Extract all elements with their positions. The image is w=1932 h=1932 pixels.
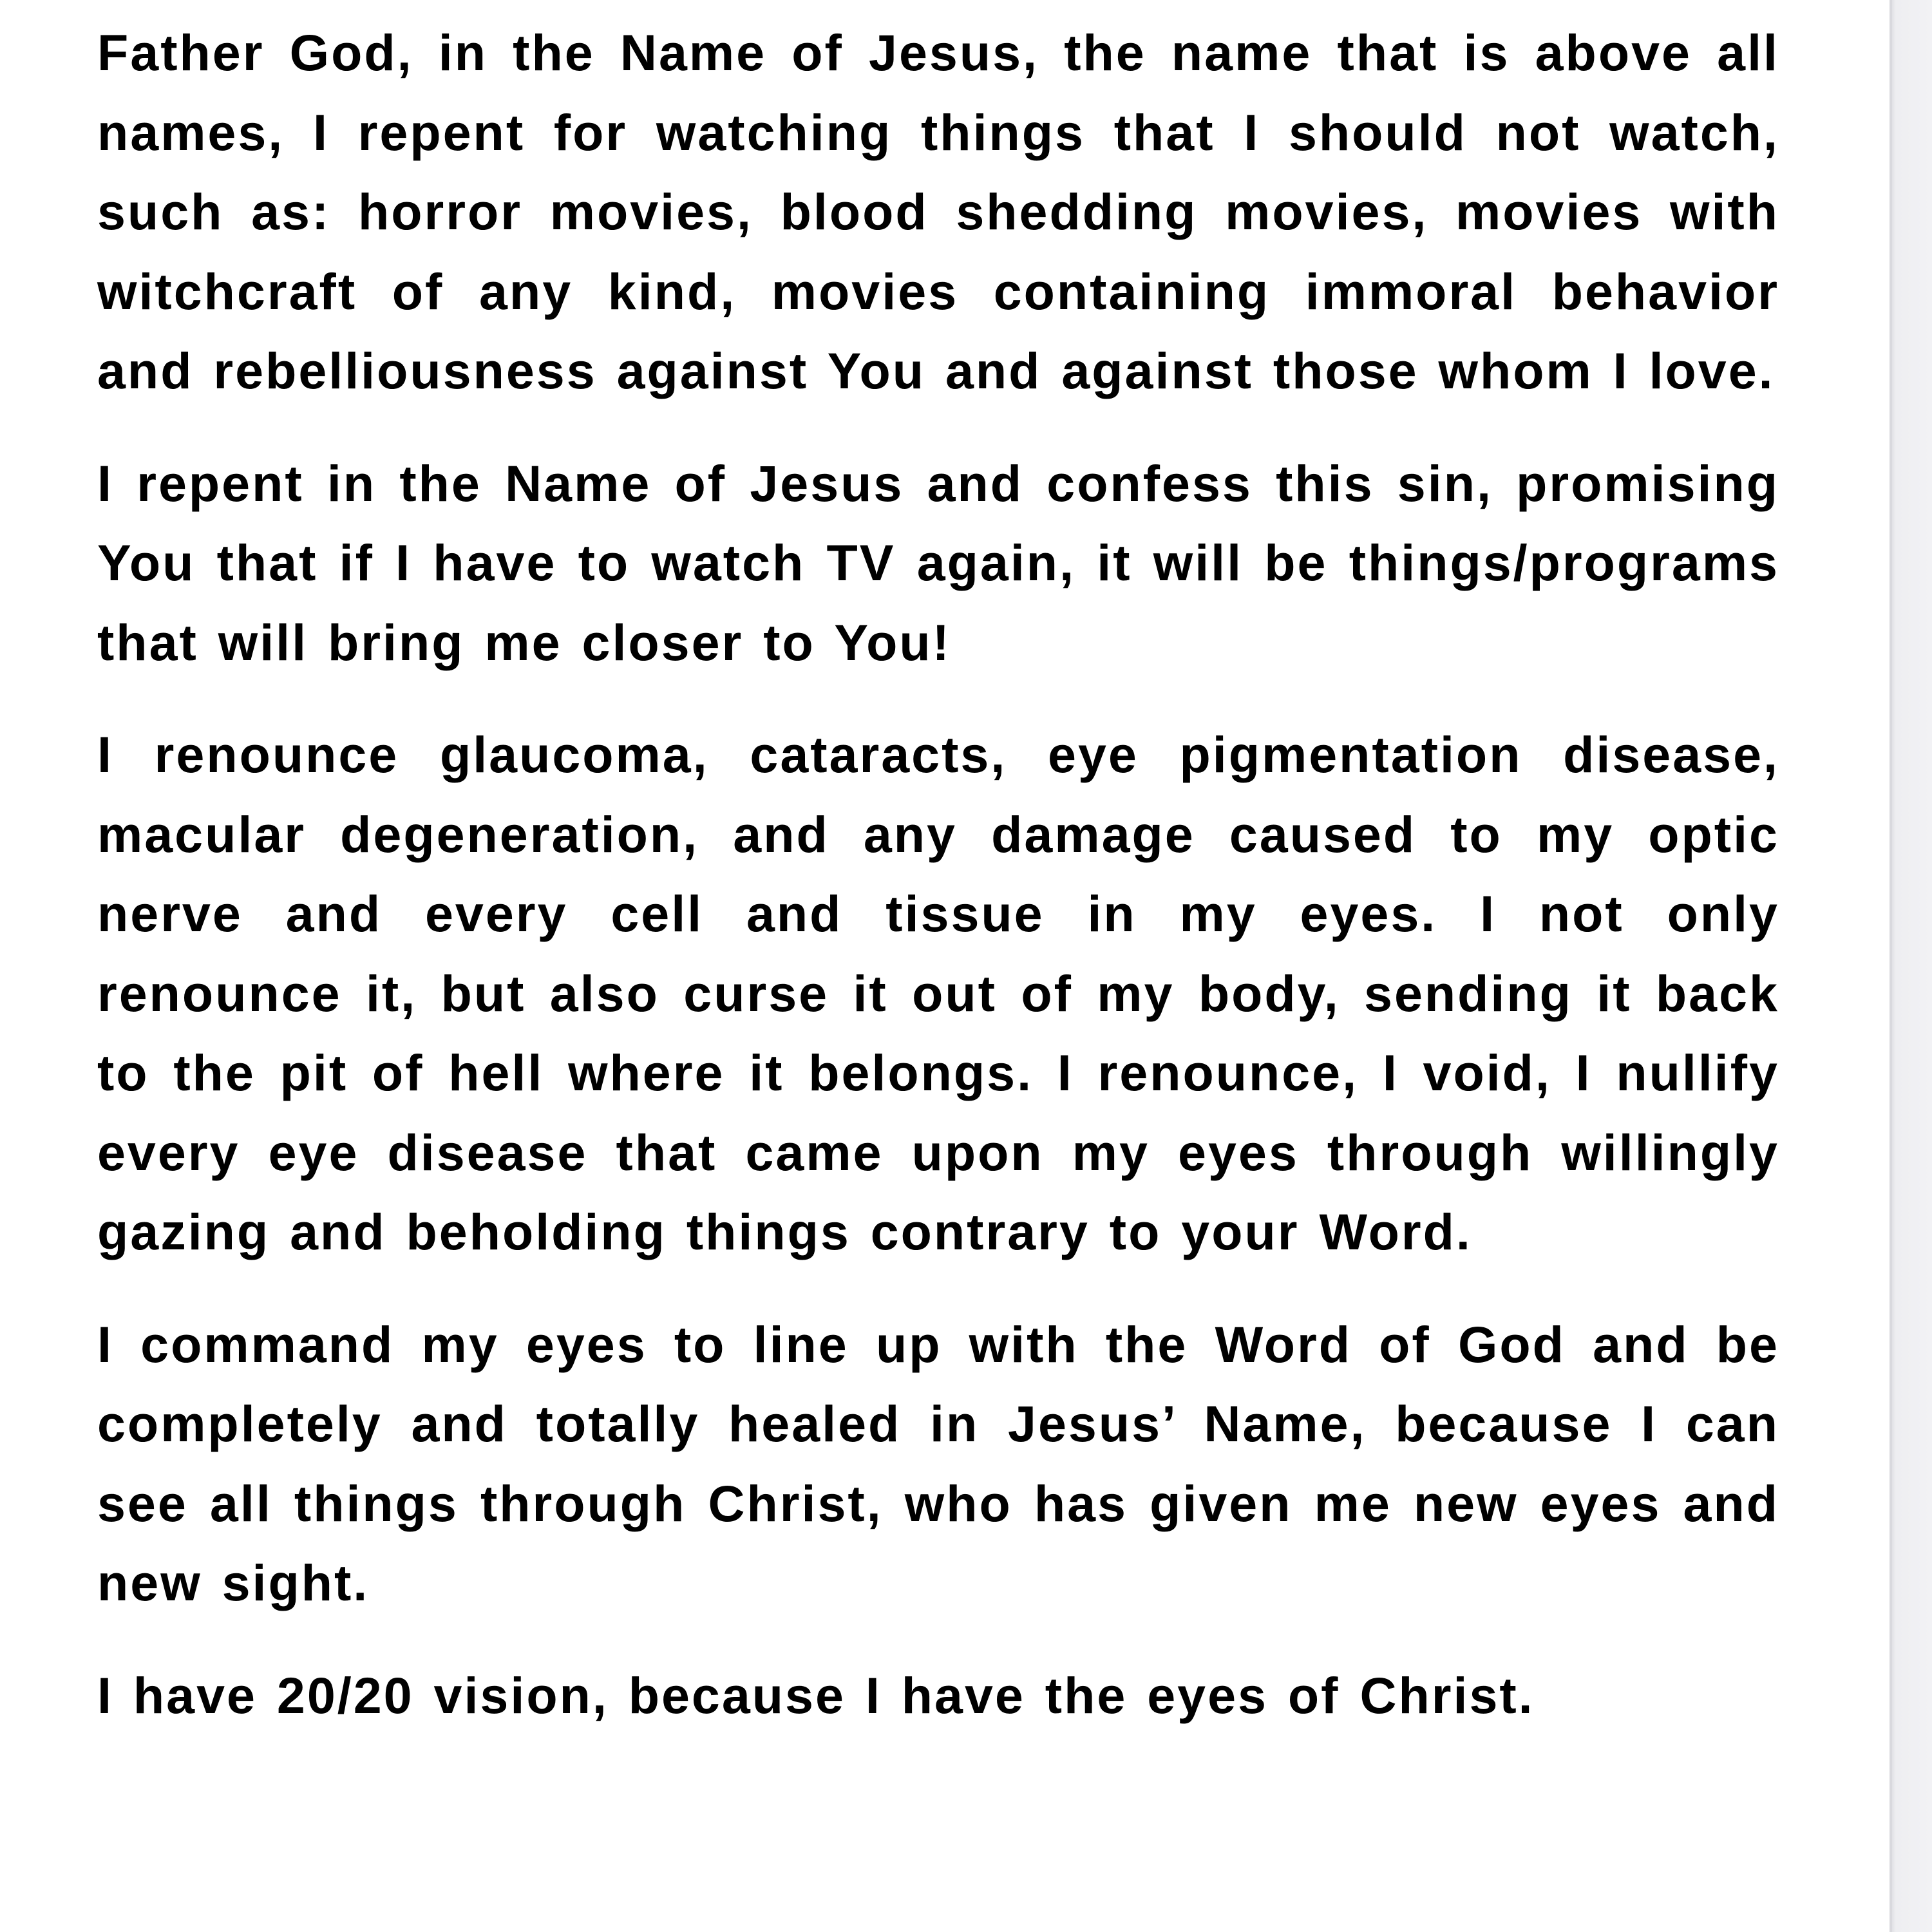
- viewer-gutter: [1892, 0, 1932, 1932]
- paragraph-confession: I repent in the Name of Jesus and confess this sin, promising You that if I have to watch TV again, it will be things/programs that will bring me closer to You!: [97, 454, 1779, 671]
- paragraph-renounce-eye-disease: I renounce glaucoma, cataracts, eye pigmentation disease, macular degeneration, and any damage caused to my optic nerve and every cell and tissue in my eyes. I not only renounce it, but also curse it out of my body, sending it back to the pit of hell where it belongs. I renounce, I void, I nullify every eye disease that came upon my eyes through willingly gazing and beholding things contrary to your Word.: [97, 726, 1779, 1260]
- document-body: [97, 13, 1779, 1768]
- paragraph-vision-declaration: I have 20/20 vision, because I have the eyes of Christ.: [97, 1666, 1535, 1724]
- paragraph-command-healing: I command my eyes to line up with the Word of God and be completely and totally healed in Jesus’ Name, because I can see all things through Christ, who has given me new eyes and new sight.: [97, 1315, 1779, 1611]
- paragraph-repentance-watching: Father God, in the Name of Jesus, the name that is above all names, I repent for watching things that I should not watch, such as: horror movies, blood shedding movies, movies with witchcraft of any kind, movies containing immoral behavior and rebelliousness against You and against those whom I love.: [97, 24, 1779, 399]
